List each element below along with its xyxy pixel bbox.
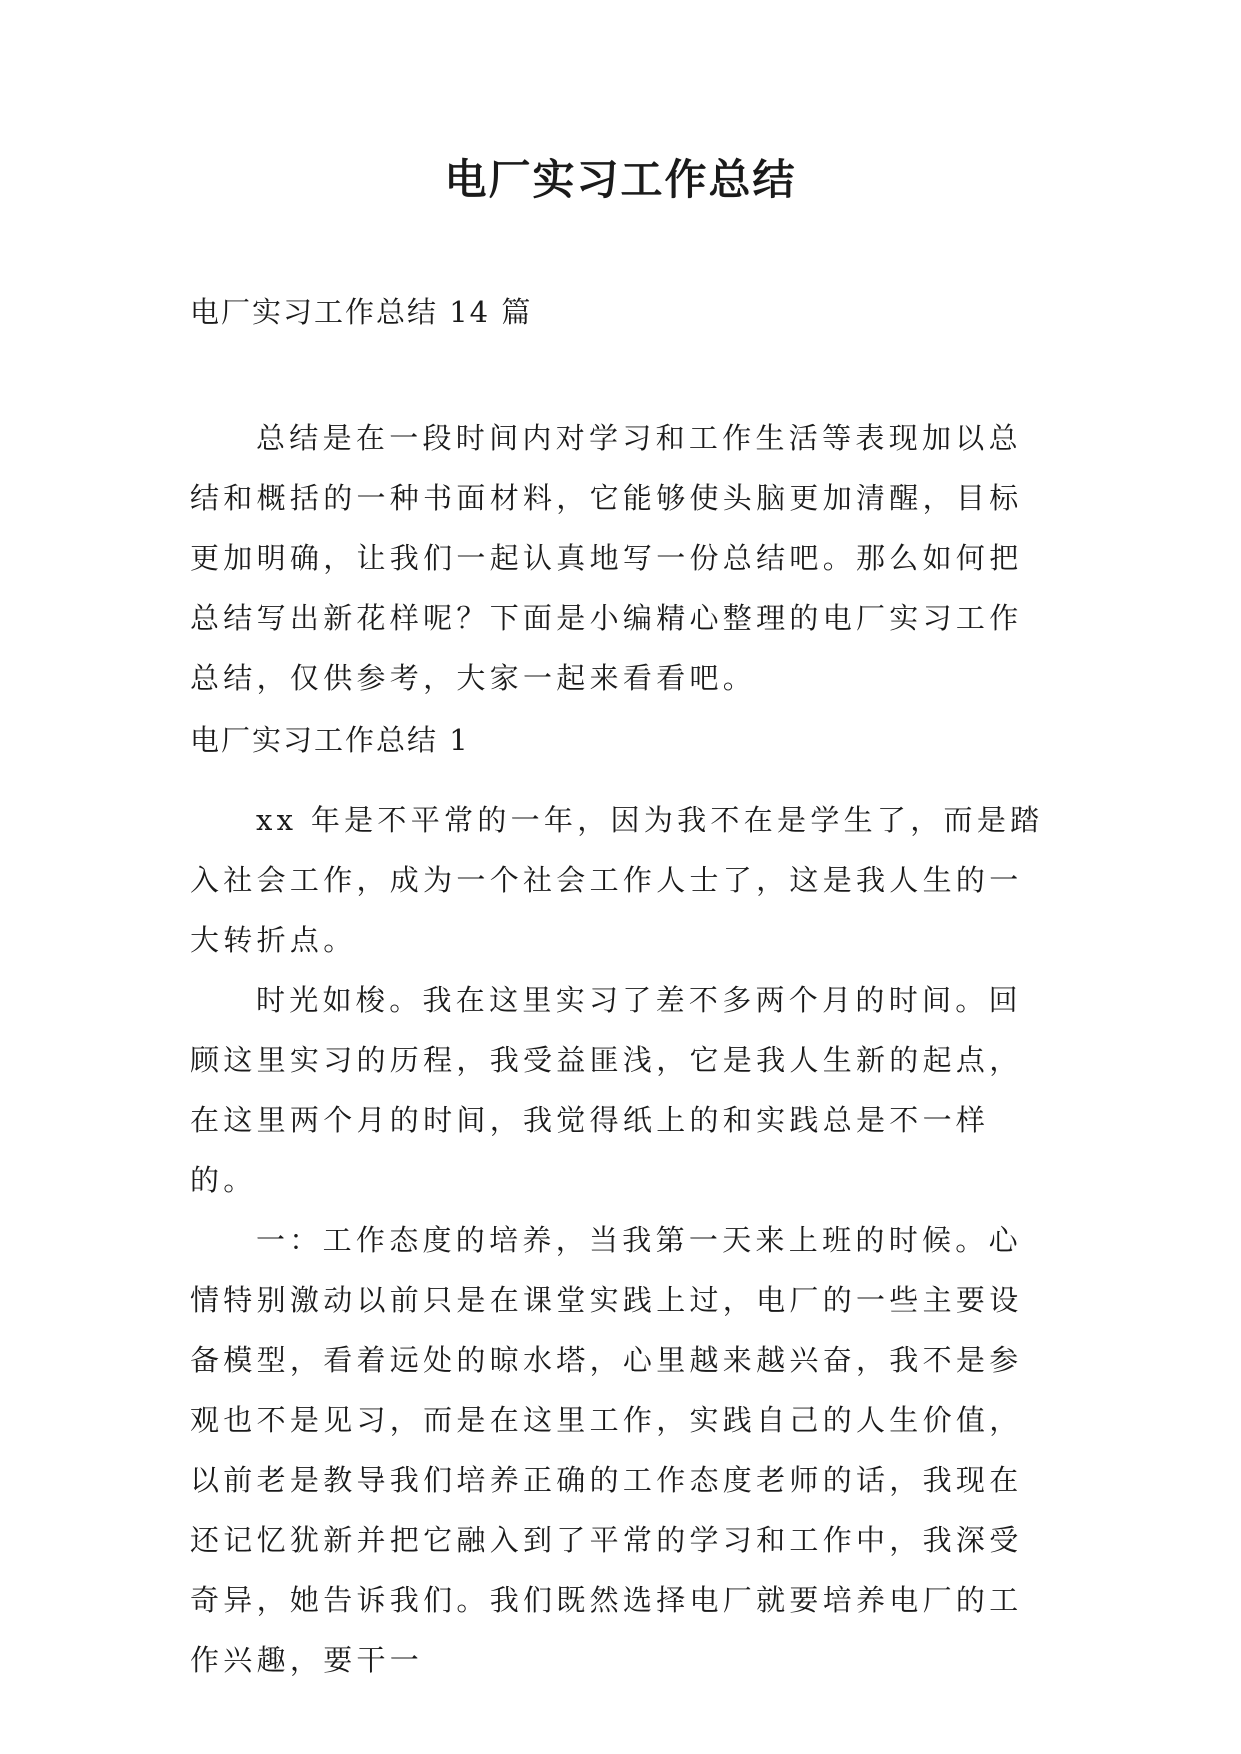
intro-paragraph: 总结是在一段时间内对学习和工作生活等表现加以总结和概括的一种书面材料，它能够使头脑更加清醒，目标更加明确，让我们一起认真地写一份总结吧。那么如何把总结写出新花样呢？下面是小编精心整理的电厂实习工作总结，仅供参考，大家一起来看看吧。 <box>190 421 1023 695</box>
body-paragraph: 一：工作态度的培养，当我第一天来上班的时候。心情特别激动以前只是在课堂实践上过，电厂的一些主要设备模型，看着远处的晾水塔，心里越来越兴奋，我不是参观也不是见习，而是在这里工作，实践自己的人生价值，以前老是教导我们培养正确的工作态度老师的话，我现在还记忆犹新并把它融入到了平常的学习和工作中，我深受奇异，她告诉我们。我们既然选择电厂就要培养电厂的工作兴趣，要干一 <box>190 1223 1023 1677</box>
document-subtitle: 电厂实习工作总结 14 篇 <box>190 295 533 329</box>
section-body <box>190 790 1050 1690</box>
body-paragraph: xx 年是不平常的一年，因为我不在是学生了，而是踏入社会工作，成为一个社会工作人士了，这是我人生的一大转折点。 <box>190 803 1044 957</box>
document-title: 电厂实习工作总结 <box>444 155 797 204</box>
body-paragraph: 时光如梭。我在这里实习了差不多两个月的时间。回顾这里实习的历程，我受益匪浅，它是我人生新的起点，在这里两个月的时间，我觉得纸上的和实践总是不一样的。 <box>190 983 1023 1197</box>
section-title: 电厂实习工作总结 1 <box>190 723 470 757</box>
